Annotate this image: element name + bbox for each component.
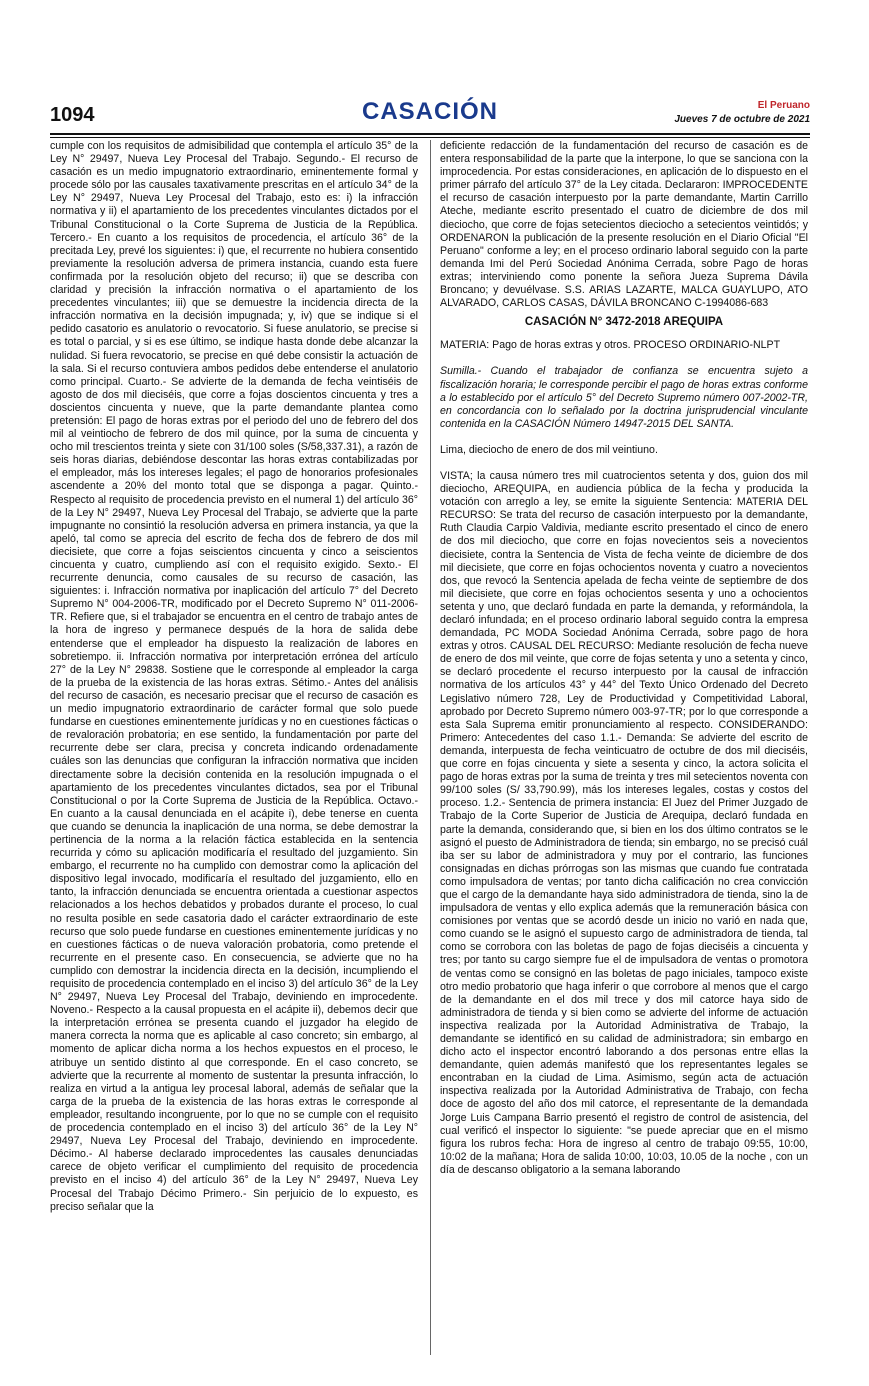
header-rule-thin (50, 137, 810, 138)
column-divider (430, 140, 431, 1355)
left-column (50, 140, 418, 1360)
previous-case-conclusion: deficiente redacción de la fundamentación del recurso de casación es de entera responsabilidad de la parte que la interpone, lo que se sanciona con la improcedencia. Por estas consideraciones, en aplicación de lo dispuesto en el primer párrafo del artículo 37° de la Ley citada. Declararon: IMPROCEDENTE el recurso de casación interpuesto por la parte demandante, Martin Carrillo Ateche, mediante escrito presentado el cuatro de diciembre de dos mil dieciocho, que corre de fojas setecientos dieciocho a setecientos veintidós; y ORDENARON la publicación de la presente resolución en el Diario Oficial "El Peruano" conforme a ley; en el proceso ordinario laboral seguido con la parte demanda Imi del Perú Sociedad Anónima Cerrada, sobre Pago de horas extras; interviniendo como ponente la señora Jueza Suprema Dávila Broncano; y devuélvase. S.S. ARIAS LAZARTE, MALCA GUAYLUPO, ATO ALVARADO, CARLOS CASAS, DÁVILA BRONCANO C-1994086-683 (440, 140, 808, 310)
header-rule (50, 133, 810, 135)
issue-date: Jueves 7 de octubre de 2021 (674, 114, 810, 125)
publisher-logo: El Peruano (757, 100, 810, 111)
case-title: CASACIÓN N° 3472-2018 AREQUIPA (524, 316, 724, 329)
page-header (50, 98, 810, 136)
right-column (440, 140, 808, 1360)
left-column-text: cumple con los requisitos de admisibilidad que contempla el artículo 35° de la Ley N° 29497, Nueva Ley Procesal del Trabajo. Segundo.- El recurso de casación es un medio impugnatorio extraordinario, eminentemente formal y procede sólo por las causales taxativamente prescritas en el artículo 34° de la Ley N° 29497, Nueva Ley Procesal del Trabajo, esto es: i) la infracción normativa y ii) el apartamiento de los precedentes vinculantes dictados por el Tribunal Constitucional o la Corte Suprema de Justicia de la República. Tercero.- En cuanto a los requisitos de procedencia, el artículo 36° de la precitada Ley, prevé los siguientes: i) que, el recurrente no hubiera consentido previamente la resolución adversa de primera instancia, cuando esta fuere confirmada por la resolución objeto del recurso; ii) que se describa con claridad y precisión la infracción normativa o el apartamiento de los precedentes vinculantes; iii) que se demuestre la incidencia directa de la infracción normativa en la decisión impugnada; y, iv) que se indique si el pedido casatorio es anulatorio o revocatorio. Si fuese anulatorio, se precise si es total o parcial, y si es ese último, se indique hasta donde debe alcanzar la nulidad. Si fuera revocatorio, se precise en qué debe consistir la actuación de la sala. Si el recurso contuviera ambos pedidos debe entenderse el anulatorio como principal. Cuarto.- Se advierte de la demanda de fecha veintiséis de agosto de dos mil dieciséis, que corre a fojas doscientos cincuenta y tres a doscientos cincuenta y nueve, que la parte demandante plantea como pretensión: El pago de horas extras por el periodo del uno de febrero del dos mil al veintiocho de febrero de dos mil quince, por la suma de cincuenta y ocho mil trescientos treinta y siete con 31/100 soles (S/58,337.31), a razón de seis horas diarias, debiéndose descontar las horas extras contabilizadas por el empleador, más los intereses legales; el pago de honorarios profesionales ascendente a 20% del monto total que se disponga a pagar. Quinto.- Respecto al requisito de procedencia previsto en el numeral 1) del artículo 36° de la Ley N° 29497, Nueva Ley Procesal del Trabajo, se advierte que la parte impugnante no consintió la resolución adversa en primera instancia, ya que la apeló, tal como se aprecia del escrito de fecha dos de febrero de dos mil diecisiete, que corre a fojas seiscientos cincuenta y cinco a seiscientos cincuenta y cuatro, cumpliendo así con el requisito exigido. Sexto.- El recurrente denuncia, como causales de su recurso de casación, las siguientes: i. Infracción normativa por inaplicación del artículo 7° del Decreto Supremo N° 004-2006-TR, modificado por el Decreto Supremo N° 011-2006-TR. Refiere que, si el trabajador se encuentra en el centro de trabajo antes de la hora de ingreso y permanece después de la hora de salida debe entenderse que el empleador ha dispuesto la realización de labores en sobretiempo. ii. Infracción normativa por interpretación errónea del artículo 27° de la Ley N° 29838. Sostiene que le corresponde al empleador la carga de la prueba de la existencia de las horas extras. Sétimo.- Antes del análisis del recurso de casación, es necesario precisar que el recurso de casación es un medio impugnatorio extraordinario de carácter formal que solo puede fundarse en cuestiones eminentemente jurídicas y no en cuestiones fácticas o de revaloración probatoria; en ese sentido, la fundamentación por parte del recurrente debe ser clara, precisa y concreta indicando ordenadamente cuáles son las denuncias que configuran la infracción normativa que inciden directamente sobre la decisión contenida en la resolución impugnada o el apartamiento de los precedentes vinculantes dictados, sea por el Tribunal Constitucional o por la Corte Suprema de Justicia de la República. Octavo.- En cuanto a la causal denunciada en el acápite i), debe tenerse en cuenta que cuando se denuncia la inaplicación de una norma, se debe demostrar la pertinencia de la norma a la relación fáctica establecida en la sentencia recurrida y cómo su aplicación modificaría el resultado del juzgamiento. Sin embargo, el recurrente no ha cumplido con demostrar como la aplicación del dispositivo legal invocado, modificaría el resultado del juzgamiento, ello en tanto, la infracción denunciada se encuentra orientada a cuestionar aspectos relacionados a los hechos debatidos y probados durante el proceso, lo cual no resulta posible en sede casatoria dado el carácter extraordinario de este recurso que solo puede fundarse en cuestiones eminentemente jurídicas y no en cuestiones fácticas o de nueva valoración probatoria, como pretende el recurrente en el presente caso. En consecuencia, se advierte que no ha cumplido con demostrar la incidencia directa en la decisión, incumpliendo el requisito de procedencia contemplado en el inciso 3) del artículo 36° de la Ley N° 29497, Nueva Ley Procesal del Trabajo, deviniendo en improcedente. Noveno.- Respecto a la causal propuesta en el acápite ii), debemos decir que la interpretación errónea se presenta cuando el juzgador ha elegido de manera correcta la norma que es aplicable al caso concreto; sin embargo, al momento de aplicar dicha norma a los hechos expuestos en el proceso, le atribuye un sentido distinto al que corresponde. En el caso concreto, se advierte que la recurrente al momento de sustentar la presunta infracción, lo realiza en virtud a la antigua ley procesal laboral, además de señalar que la carga de la prueba de la existencia de las horas extras le corresponde al empleador, resultando incongruente, por lo que no se cumple con el requisito de procedencia contemplado en el inciso 3) del artículo 36° de la Ley N° 29497, Nueva Ley Procesal del Trabajo, deviniendo en improcedente. Décimo.- Al haberse declarado improcedentes las causales denunciadas carece de objeto verificar el cumplimiento del requisito de procedencia previsto en el inciso 4) del artículo 36° de la Ley N° 29497, Nueva Ley Procesal del Trabajo Décimo Primero.- Sin perjuicio de lo expuesto, es preciso señalar que la (50, 140, 418, 1213)
section-title: CASACIÓN (361, 98, 498, 125)
case-place-date: Lima, dieciocho de enero de dos mil veintiuno. (440, 443, 658, 456)
case-sumilla: Sumilla.- Cuando el trabajador de confianza se encuentra sujeto a fiscalización horaria; le corresponde percibir el pago de horas extras conforme a lo establecido por el artículo 5° del Decreto Supremo número 007-2002-TR, en concordancia con lo señalado por la doctrina jurisprudencial vinculante contenida en la CASACIÓN Número 14947-2015 DEL SANTA. (440, 365, 808, 430)
case-materia: MATERIA: Pago de horas extras y otros. PROCESO ORDINARIO-NLPT (440, 339, 781, 352)
page-number: 1094 (50, 104, 95, 126)
case-body: VISTA; la causa número tres mil cuatrocientos setenta y dos, guion dos mil dieciocho, AREQUIPA, en audiencia pública de la fecha y producida la votación con arreglo a ley, se emite la siguiente Sentencia: MATERIA DEL RECURSO: Se trata del recurso de casación interpuesto por la demandante, Ruth Claudia Carpio Valdivia, mediante escrito presentado el cinco de enero de dos mil dieciocho, que corre en fojas novecientos seis a novecientos diecisiete, contra la Sentencia de Vista de fecha veinte de diciembre de dos mil diecisiete, que corre en fojas ochocientos noventa y cuatro a novecientos dos, que revocó la Sentencia apelada de fecha veinte de septiembre de dos mil diecisiete, que corre en fojas ochocientos sesenta y uno a ochocientos setenta y uno, que declaró fundada en parte la demanda, y reformándola, la declaró infundada; en el proceso ordinario laboral seguido contra la empresa demandada, PC MODA Sociedad Anónima Cerrada, sobre pago de hora extras y otros. CAUSAL DEL RECURSO: Mediante resolución de fecha nueve de enero de dos mil veinte, que corre de fojas setenta y uno a setenta y cinco, se declaró procedente el recurso interpuesto por la causal de infracción normativa de los artículos 43° y 44° del Texto Único Ordenado del Decreto Legislativo número 728, Ley de Productividad y Competitividad Laboral, aprobado por Decreto Supremo número 003-97-TR; por lo que corresponde a esta Sala Suprema emitir pronunciamiento al respecto. CONSIDERANDO: Primero: Antecedentes del caso 1.1.- Demanda: Se advierte del escrito de demanda, interpuesta de fecha veinticuatro de octubre de dos mil dieciséis, que corre en fojas cincuenta y siete a sesenta y cinco, la actora solicita el pago de horas extras por la suma de treinta y tres mil setecientos noventa con 99/100 soles (S/ 33,790.99), más los intereses legales, costas y costos del proceso. 1.2.- Sentencia de primera instancia: El Juez del Primer Juzgado de Trabajo de la Corte Superior de Justicia de Arequipa, declaró fundada en parte la demanda, considerando que, si bien en los dos último contratos se le asignó el puesto de Administradora de tienda; sin embargo, no se precisó cuál iba ser su labor de administradora y muy por el contrario, las funciones consignadas en dichas prórrogas son las mismas que cuando fue contratada como impulsadora de ventas; por tanto dicha calificación no crea convicción que el cargo de la demandante haya sido administradora de tienda, sino la de impulsadora de ventas y ello explica además que la remuneración básica con comisiones por ventas que se acordó desde un inicio no varió en nada que, como cuando se le asignó el supuesto cargo de administradora de tienda, tal como se corrobora con las boletas de pago de fojas dieciséis a cincuenta y tres; por tanto su cargo siempre fue el de impulsadora de ventas o promotora de ventas como se consignó en las boletas de pago iniciales, tampoco existe otro medio probatorio que haga inferir o que corrobore al menos que el cargo de la demandante en el dos mil trece y dos mil catorce haya sido de administradora de tienda y si bien como se advierte del informe de actuación inspectiva realizada por la Autoridad Administrativa de Trabajo, la demandante se identificó en su calidad de administradora; sin embargo en dicho acto el inspector encontró laborando a dos personas entre ellas la demandante, quien además manifestó que los representantes legales se encontraban en la ciudad de Lima. Asimismo, según acta de actuación inspectiva realizada por la Autoridad Administrativa de Trabajo, con fecha doce de agosto del año dos mil catorce, el representante de la demandada Jorge Luis Campana Barrio presentó el registro de control de asistencia, del cual verificó el inspector lo siguiente: "se puede apreciar que en el mismo figura los rubros fecha: Hora de ingreso al centro de trabajo 09:55, 10:00, 10:02 de la mañana; Hora de salida 10:00, 10:03, 10.05 de la noche , con un día de descanso obligatorio a la semana laborando (440, 469, 808, 1176)
